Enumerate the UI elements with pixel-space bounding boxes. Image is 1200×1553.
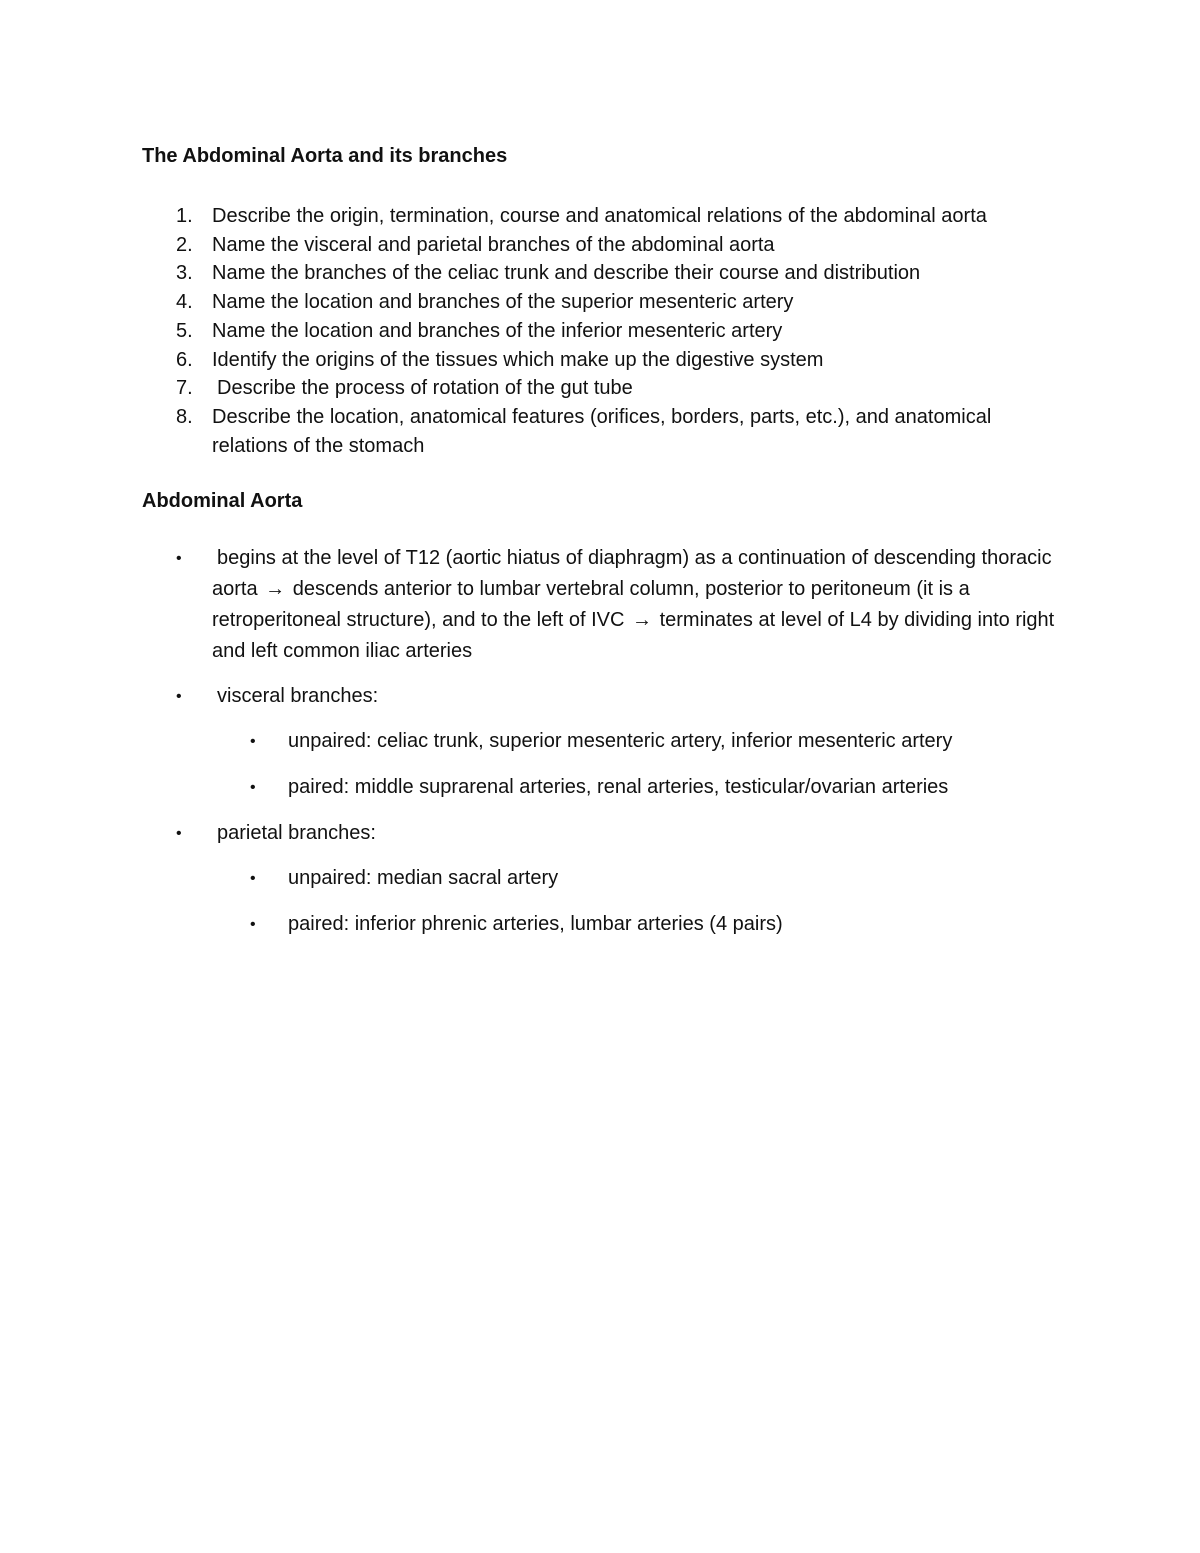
bullet-icon: • (250, 779, 256, 796)
document-title: The Abdominal Aorta and its branches (142, 145, 508, 167)
bullet-icon: • (176, 825, 182, 842)
objective-text: Describe the location, anatomical features (orifices, borders, parts, etc.), and anatomical relations of the stomach (212, 405, 992, 457)
objective-number: 7. (176, 377, 193, 400)
visceral-unpaired-text: unpaired: celiac trunk, superior mesenteric artery, inferior mesenteric artery (288, 730, 953, 752)
arrow-right-icon: → (265, 578, 286, 600)
objective-text: Name the location and branches of the superior mesenteric artery (212, 291, 794, 314)
visceral-bullet (142, 681, 1082, 712)
objective-number: 3. (176, 262, 193, 285)
parietal-paired-bullet (142, 909, 1082, 940)
objective-item (142, 288, 1072, 317)
objective-text: Name the branches of the celiac trunk and describe their course and distribution (212, 262, 921, 285)
description-text-terminate: terminates at level of L4 by dividing into right and left common iliac arteries (212, 609, 1055, 662)
objective-item (142, 259, 1072, 288)
description-text-descend: descends anterior to lumbar vertebral column, posterior to peritoneum (it is a retroperitoneal structure), and to the left of IVC (212, 578, 970, 631)
parietal-bullet (142, 818, 1082, 849)
objective-text: Describe the process of rotation of the gut tube (217, 377, 633, 400)
objectives-list (142, 202, 1072, 460)
bullet-icon: • (250, 733, 256, 750)
objective-item (142, 403, 1072, 460)
objective-number: 4. (176, 291, 193, 314)
visceral-unpaired-bullet (142, 726, 1082, 757)
visceral-paired-text: paired: middle suprarenal arteries, renal arteries, testicular/ovarian arteries (288, 776, 949, 798)
objective-number: 8. (176, 405, 193, 428)
parietal-unpaired-bullet (142, 863, 1082, 894)
bullet-icon: • (176, 550, 182, 567)
aorta-bullet-list (142, 543, 1082, 955)
description-text-begin: begins at the level of T12 (aortic hiatus of diaphragm) as a continuation of descending thoracic aorta (212, 547, 1052, 600)
objective-item (142, 317, 1072, 346)
objective-text: Identify the origins of the tissues which make up the digestive system (212, 348, 824, 371)
bullet-icon: • (176, 688, 182, 705)
objective-item (142, 231, 1072, 260)
parietal-paired-text: paired: inferior phrenic arteries, lumbar arteries (4 pairs) (288, 913, 783, 935)
description-bullet (142, 543, 1082, 667)
arrow-right-icon: → (632, 609, 652, 631)
objective-number: 5. (176, 319, 193, 342)
objective-item (142, 374, 1072, 403)
bullet-icon: • (250, 870, 256, 887)
visceral-label: visceral branches: (217, 685, 379, 707)
objective-text: Describe the origin, termination, course and anatomical relations of the abdominal aorta (212, 205, 987, 227)
objective-number: 6. (176, 348, 193, 371)
objective-item (142, 202, 1072, 231)
objective-text: Name the location and branches of the inferior mesenteric artery (212, 319, 783, 342)
parietal-unpaired-text: unpaired: median sacral artery (288, 867, 559, 889)
section-heading: Abdominal Aorta (142, 490, 303, 512)
parietal-label: parietal branches: (217, 822, 376, 844)
objective-number: 2. (176, 233, 193, 256)
objective-text: Name the visceral and parietal branches of the abdominal aorta (212, 233, 775, 256)
visceral-paired-bullet (142, 772, 1082, 803)
objective-item (142, 346, 1072, 375)
objective-number: 1. (176, 205, 193, 227)
bullet-icon: • (250, 916, 256, 933)
